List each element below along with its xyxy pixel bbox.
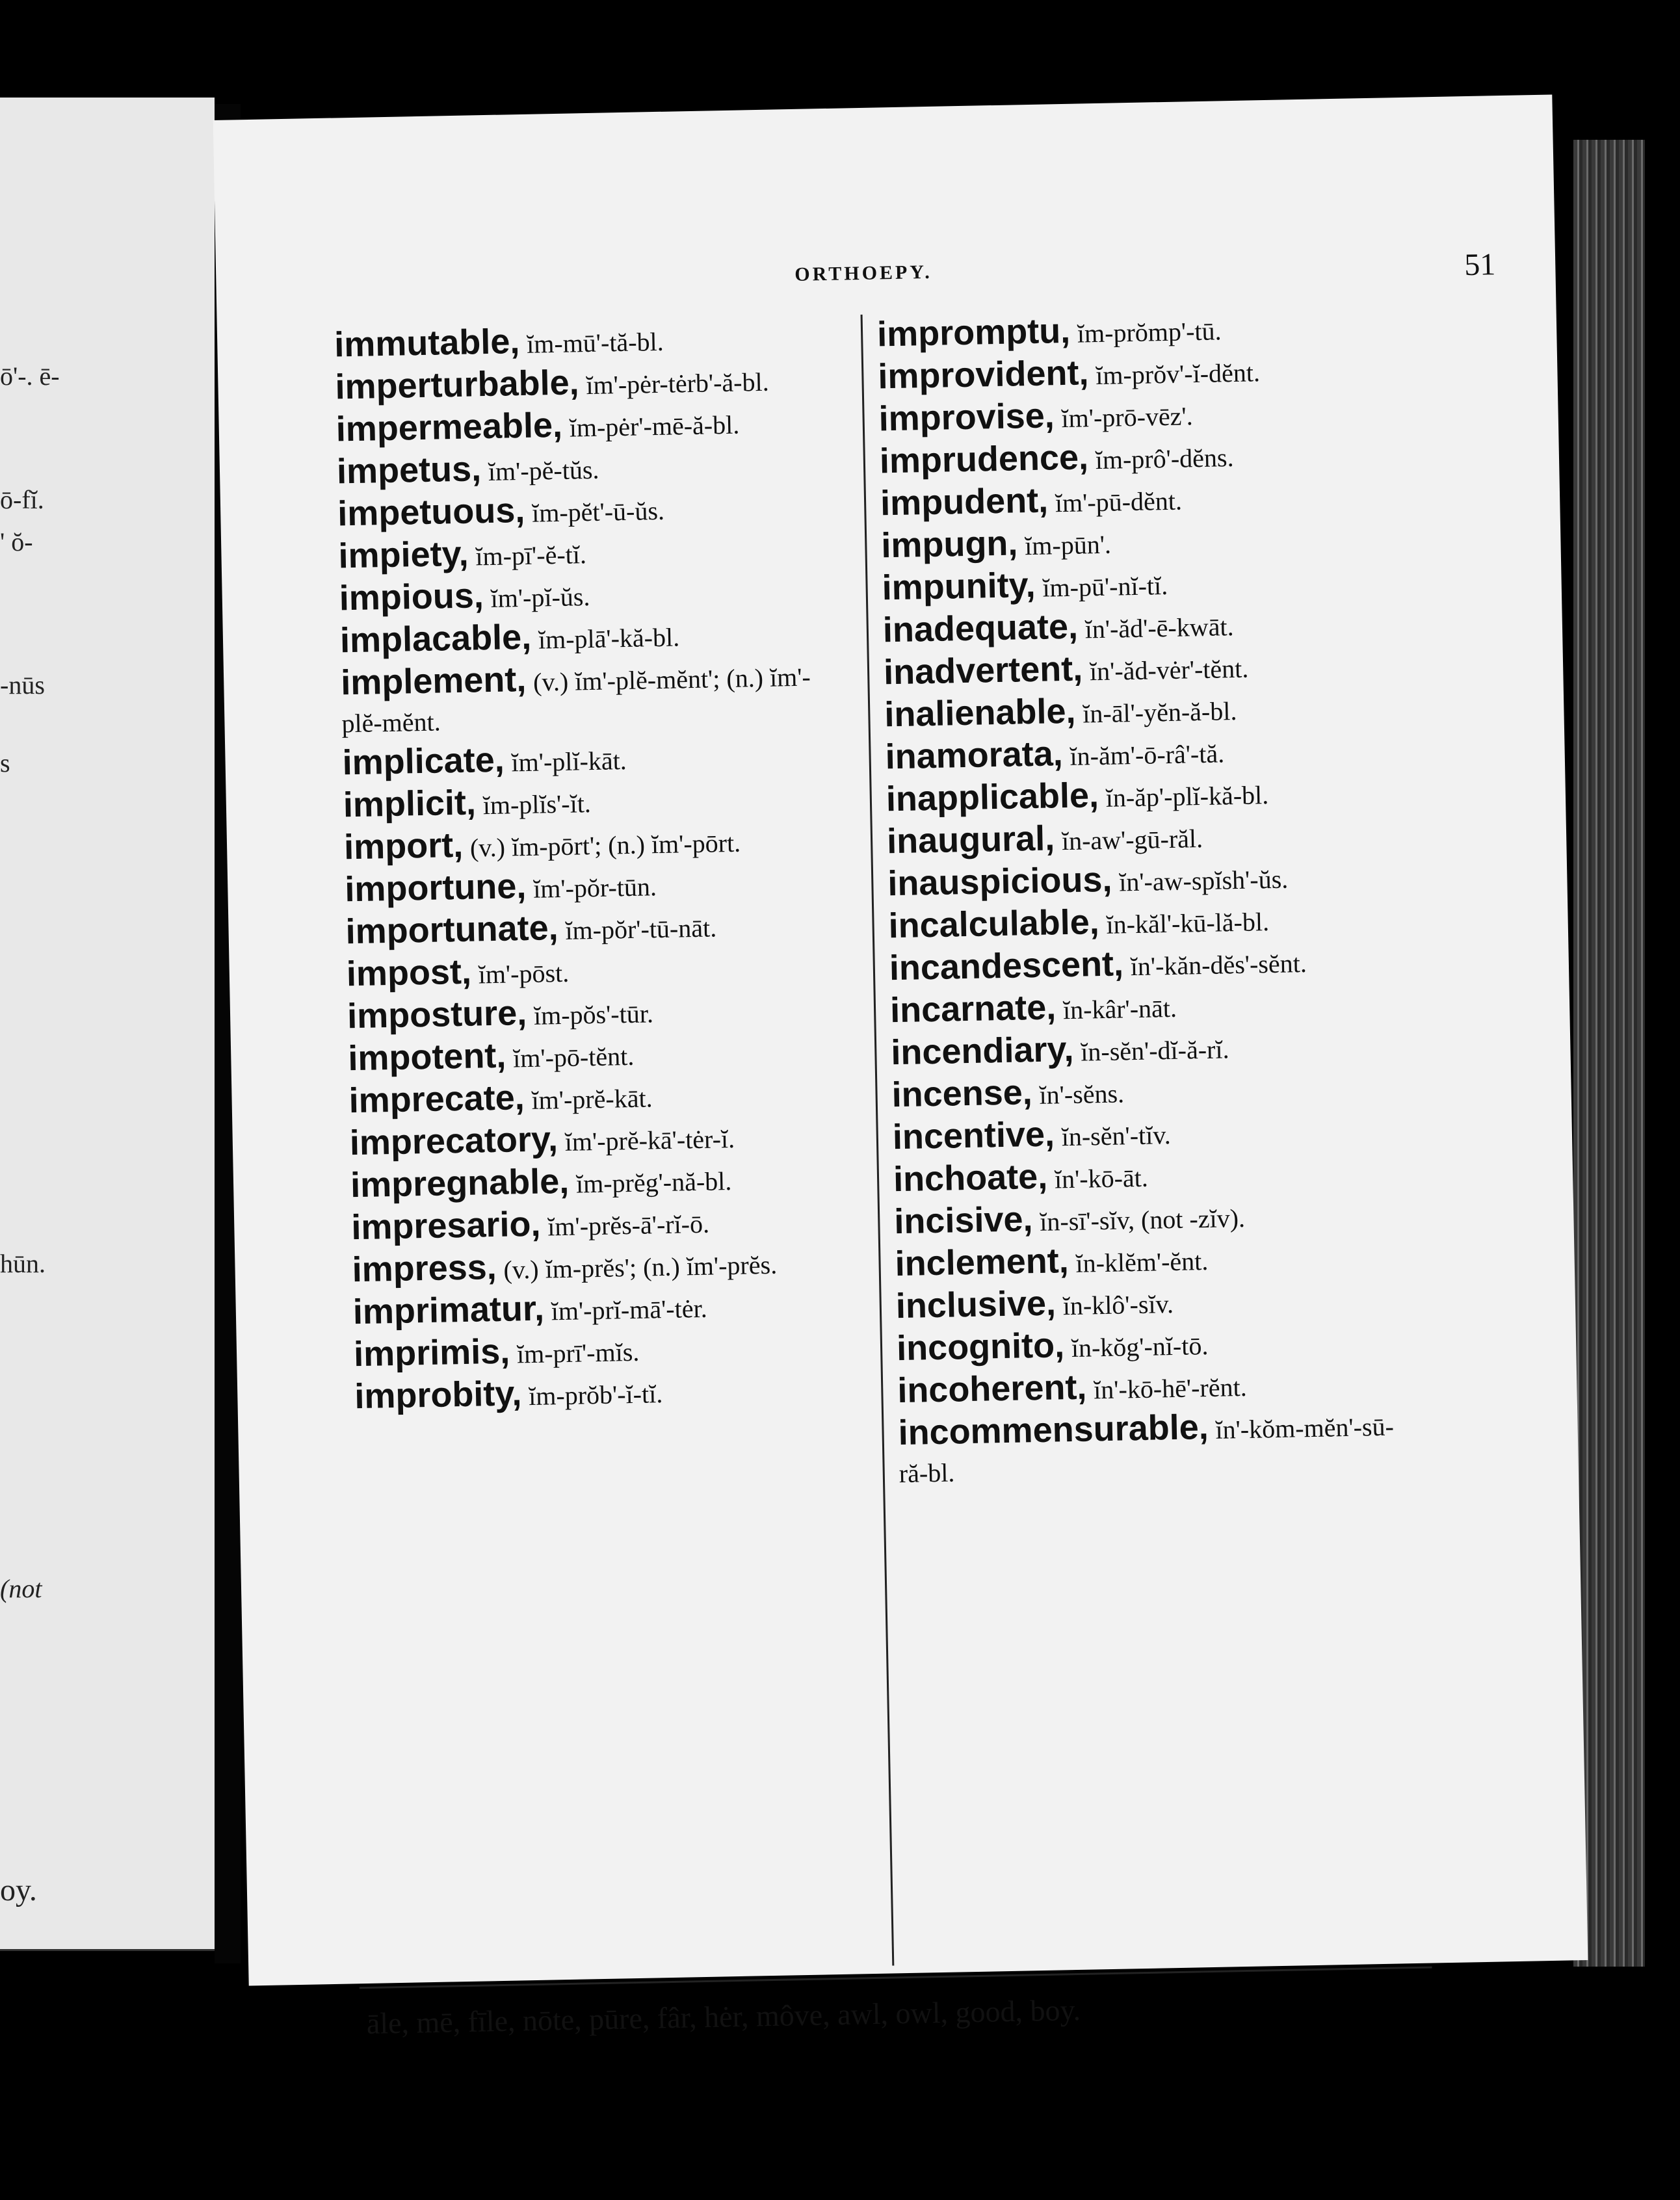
pronunciation: ĭn'-ăd'-ē-kwāt. (1084, 612, 1234, 644)
pronunciation: ĭn'-ăd-vėr'-tĕnt. (1089, 653, 1249, 687)
headword: impious, (339, 576, 484, 618)
headword: implacable, (339, 617, 532, 661)
pronunciation: ĭm'-prĭ-mā'-tėr. (551, 1293, 708, 1326)
pronunciation: ĭm-pėr'-mē-ă-bl. (569, 410, 740, 443)
headword: impress, (352, 1247, 497, 1290)
left-page-fragment: ō'-. ē- (0, 361, 60, 391)
headword: incendiary, (890, 1029, 1075, 1073)
left-page-fragment: hūn. (0, 1249, 46, 1278)
headword: imprecatory, (349, 1120, 558, 1163)
headword: importune, (344, 867, 527, 910)
headword: incandescent, (889, 944, 1124, 988)
headword: improvident, (877, 353, 1089, 397)
headword: inauspicious, (887, 859, 1112, 904)
left-page-fragment: -nūs (0, 670, 45, 700)
pronunciation: ĭn'-kō-hē'-rĕnt. (1093, 1372, 1248, 1405)
headword: incisive, (893, 1199, 1034, 1242)
left-page-fragment: ' ŏ- (0, 527, 33, 557)
pronunciation: ĭm'-pū-dĕnt. (1055, 486, 1183, 518)
pronunciation: ĭn-kŏg'-nĭ-tō. (1071, 1331, 1209, 1363)
pronunciation: ĭn-sĕn'-dĭ-ă-rĭ. (1080, 1034, 1229, 1067)
pronunciation: ĭm-prĕg'-nă-bl. (575, 1166, 732, 1199)
pronunciation: (v.) ĭm-prĕs'; (n.) ĭm'-prĕs. (503, 1250, 778, 1285)
headword: improbity, (354, 1374, 522, 1417)
pronunciation: ĭm-plā'-kă-bl. (538, 622, 680, 655)
headword: impudent, (880, 480, 1049, 523)
headword: impetuous, (337, 490, 525, 534)
pronunciation: ĭn-kăl'-kū-lă-bl. (1106, 907, 1270, 939)
headword: inamorata, (885, 734, 1064, 777)
headword: inadequate, (882, 607, 1079, 650)
headword: implicit, (343, 783, 477, 825)
pronunciation: ĭn-sī'-sĭv, (not -zĭv). (1039, 1203, 1246, 1237)
left-page-fragment: ō-fĭ. (0, 485, 44, 514)
headword: inchoate, (893, 1157, 1048, 1199)
headword: immutable, (334, 322, 520, 365)
pronunciation: ĭm'-pĭ-ŭs. (490, 582, 590, 613)
dictionary-entry (898, 1404, 1406, 1493)
pronunciation: ĭm-prŏv'-ĭ-dĕnt. (1095, 358, 1261, 391)
headword: impromptu, (876, 311, 1071, 354)
pronunciation: ĭm-prô'-dĕns. (1095, 443, 1234, 475)
dictionary-entry (354, 1368, 862, 1419)
pronunciation: ĭm'-prō-vēz'. (1061, 401, 1194, 434)
right-column (877, 306, 1407, 1495)
left-page-rule (0, 1949, 215, 1951)
pronunciation: ĭn-klĕm'-ĕnt. (1075, 1246, 1209, 1278)
headword: impresario, (350, 1204, 542, 1248)
pronunciation: ĭm-pĕt'-ū-ŭs. (531, 495, 665, 528)
pronunciation: ĭn-ăp'-plĭ-kă-bl. (1105, 780, 1269, 813)
headword: impregnable, (350, 1161, 570, 1205)
pronunciation: ĭm'-prĕs-ā'-rĭ-ō. (547, 1209, 710, 1242)
headword: impost, (346, 952, 472, 994)
pronunciation: ĭm-prŏb'-ĭ-tĭ. (528, 1379, 663, 1411)
headword: inaugural, (886, 818, 1055, 861)
left-page-fragment: oy. (0, 1873, 37, 1907)
pronunciation: (v.) ĭm'-plĕ-mĕnt'; (n.) ĭm'-plĕ-mĕnt. (341, 662, 811, 739)
headword: impugn, (880, 523, 1018, 566)
headword: inclusive, (895, 1283, 1057, 1326)
headword: import, (343, 825, 464, 867)
pronunciation: ĭm-prī'-mĭs. (516, 1337, 640, 1369)
pronunciation: ĭm'-prĕ-kā'-tėr-ĭ. (564, 1123, 735, 1157)
headword: inalienable, (884, 691, 1077, 735)
pronunciation: ĭn'-sĕns. (1039, 1079, 1125, 1110)
headword: improvise, (878, 396, 1055, 439)
pronunciation: ĭn-ăm'-ō-râ'-tă. (1070, 739, 1225, 771)
pronunciation: ĭn-klô'-sĭv. (1062, 1289, 1174, 1321)
pronunciation: ĭm-pī'-ĕ-tĭ. (475, 540, 587, 571)
pronunciation: ĭm-prŏmp'-tū. (1077, 316, 1222, 348)
pronunciation: ĭm-pūn'. (1024, 529, 1112, 561)
left-page-fragment: (not (0, 1574, 42, 1603)
headword: imprimis, (353, 1331, 510, 1374)
headword: incommensurable, (898, 1408, 1209, 1453)
headword: impetus, (336, 449, 482, 491)
headword: imprecate, (348, 1078, 525, 1121)
pronunciation: ĭm'-pōst. (478, 958, 570, 989)
left-page (0, 98, 215, 1950)
book-page (213, 94, 1588, 2041)
headword: inclement, (895, 1241, 1070, 1284)
pronunciation: ĭn-āl'-yĕn-ă-bl. (1082, 696, 1237, 729)
headword: imperturbable, (334, 363, 580, 407)
headword: incense, (891, 1073, 1033, 1115)
pronunciation: ĭm'-plĭ-kāt. (511, 746, 627, 778)
pronunciation-key: āle, mē, fīle, nōte, pūre, fâr, hėr, môve, awl, owl, good, boy. (366, 1993, 1081, 2041)
left-page-fragment: s (0, 748, 10, 778)
headword: implicate, (342, 740, 505, 783)
left-column (334, 317, 862, 1421)
headword: inapplicable, (886, 776, 1099, 819)
headword: impermeable, (335, 405, 563, 449)
headword: impunity, (882, 565, 1036, 608)
pronunciation: ĭm'-pŏr-tūn. (532, 872, 657, 904)
pronunciation: ĭn'-kăn-dĕs'-sĕnt. (1130, 948, 1307, 982)
pronunciation: ĭm-pū'-nĭ-tĭ. (1042, 570, 1168, 603)
headword: importunate, (345, 908, 559, 952)
page-fore-edge (1573, 140, 1645, 1967)
headword: imprudence, (879, 438, 1089, 481)
pronunciation: ĭn'-kō-āt. (1054, 1162, 1149, 1194)
pronunciation: ĭn'-kŏm-mĕn'-sū-ră-bl. (899, 1411, 1395, 1489)
pronunciation: (v.) ĭm-pōrt'; (n.) ĭm'-pōrt. (469, 828, 741, 863)
pronunciation: ĭm-pŏs'-tūr. (533, 999, 654, 1030)
headword: incalculable, (888, 902, 1100, 946)
headword: inadvertent, (883, 649, 1083, 692)
headword: incarnate, (889, 988, 1057, 1030)
pronunciation: ĭm'-pėr-tėrb'-ă-bl. (585, 367, 770, 400)
headword: impotent, (347, 1036, 506, 1079)
pronunciation: ĭm-plĭs'-ĭt. (482, 789, 592, 820)
page-number: 51 (1463, 247, 1496, 283)
pronunciation: ĭn-kâr'-nāt. (1062, 993, 1177, 1025)
pronunciation: ĭm-mū'-tă-bl. (526, 326, 664, 359)
pronunciation: ĭm-pŏr'-tū-nāt. (565, 913, 717, 945)
pronunciation: ĭm'-pō-tĕnt. (512, 1041, 635, 1073)
footer-rule (360, 1967, 1432, 1989)
headword: incognito, (896, 1326, 1065, 1368)
pronunciation: ĭn-sĕn'-tĭv. (1061, 1120, 1172, 1152)
running-head: ORTHOEPY. (794, 261, 933, 285)
headword: imprimatur, (352, 1289, 545, 1332)
headword: imposture, (347, 993, 527, 1036)
pronunciation: ĭn'-aw-spĭsh'-ŭs. (1118, 864, 1289, 897)
headword: incoherent, (897, 1367, 1087, 1411)
pronunciation: ĭn-aw'-gū-răl. (1061, 824, 1203, 856)
pronunciation: ĭm'-prĕ-kāt. (531, 1083, 653, 1115)
pronunciation: ĭm'-pĕ-tŭs. (488, 454, 599, 487)
headword: incentive, (892, 1114, 1055, 1157)
headword: impiety, (337, 534, 469, 576)
dictionary-entry (341, 654, 849, 742)
headword: implement, (340, 659, 527, 703)
